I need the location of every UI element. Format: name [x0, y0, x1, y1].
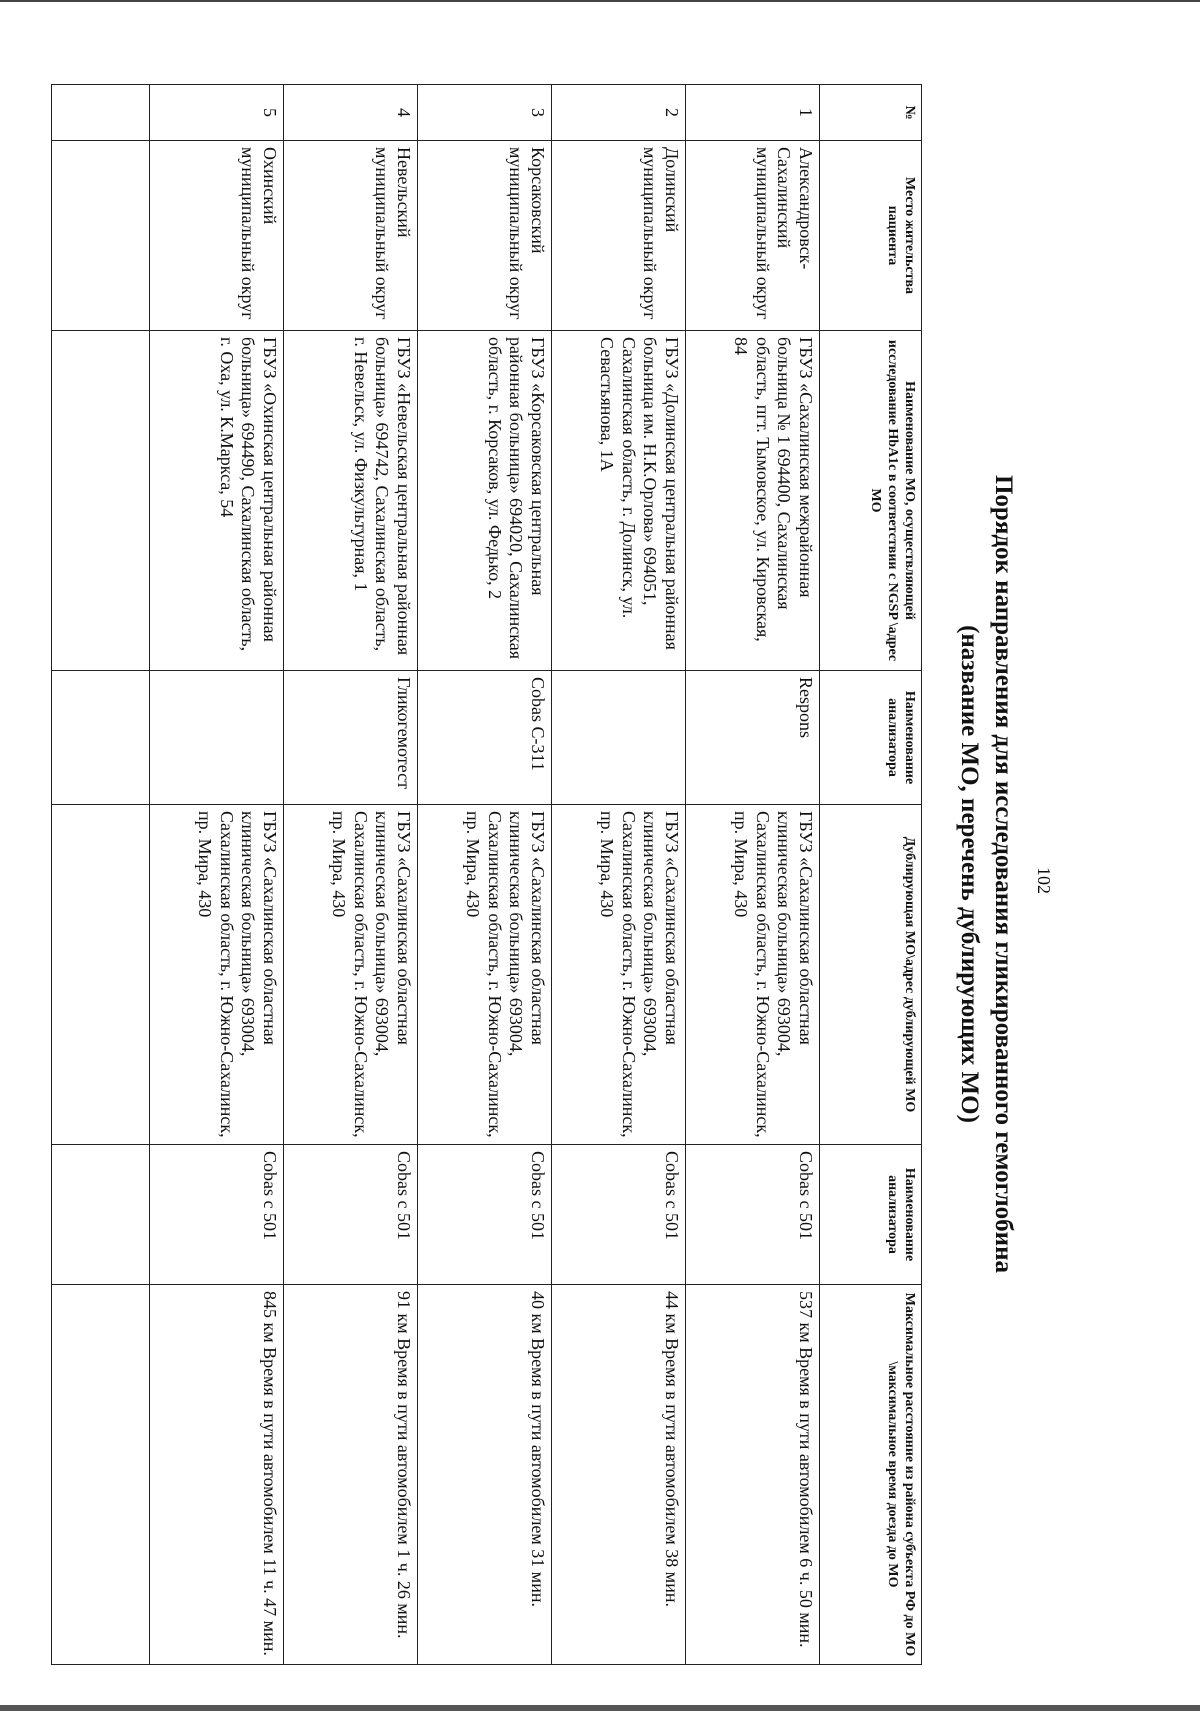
table-row: [418, 85, 552, 1665]
cell-distance: 44 км Время в пути автомобилем 38 мин.: [552, 1285, 686, 1665]
scan-edge-bottom: [0, 1705, 1200, 1711]
table-row: [552, 85, 686, 1665]
title-line-1: Порядок направления для исследования гликированного гемоглобина: [990, 474, 1017, 1273]
cell-dup-mo: ГБУЗ «Сахалинская областная клиническая больница» 693004, Сахалинская область, г. Южно-Сахалинск, пр. Мира, 430: [418, 805, 552, 1145]
cell-residence: Невельский муниципальный округ: [284, 141, 418, 331]
cell-dup-mo: ГБУЗ «Сахалинская областная клиническая больница» 693004, Сахалинская область, г. Южно-Сахалинск, пр. Мира, 430: [552, 805, 686, 1145]
scan-edge-top: [0, 0, 1200, 2]
header-dup-mo: Дублирующая МО\адрес дублирующей МО: [820, 805, 922, 1145]
page-number: 102: [1034, 867, 1054, 894]
cell-distance: 845 км Время в пути автомобилем 11 ч. 47 мин.: [150, 1285, 284, 1665]
cell-num: 4: [284, 85, 418, 141]
cell-mo: ГБУЗ «Долинская центральная районная больница им. Н.К.Орлова» 694051, Сахалинская область, г. Долинск, ул. Севастьянова, 1А: [552, 331, 686, 671]
cell-num: 2: [552, 85, 686, 141]
cell-distance: 91 км Время в пути автомобилем 1 ч. 26 мин.: [284, 1285, 418, 1665]
cell-residence: Корсаковский муниципальный округ: [418, 141, 552, 331]
referral-table: [51, 84, 922, 1665]
rotated-page: [20, 84, 1020, 1664]
cell-dup-mo: ГБУЗ «Сахалинская областная клиническая больница» 693004, Сахалинская область, г. Южно-Сахалинск, пр. Мира, 430: [284, 805, 418, 1145]
referral-table-wrap: [51, 84, 922, 1664]
cell-dup-analyzer: Cobas c 501: [686, 1145, 820, 1285]
cell-dup-analyzer: Cobas c 501: [284, 1145, 418, 1285]
table-row: [284, 85, 418, 1665]
table-row-empty: [52, 85, 150, 1665]
cell-mo: ГБУЗ «Сахалинская межрайонная больница № 1 694400, Сахалинская область, пгт. Тымовское, ул. Кировская, 84: [686, 331, 820, 671]
cell-residence: Долинский муниципальный округ: [552, 141, 686, 331]
table-row: [686, 85, 820, 1665]
cell-residence: Александровск-Сахалинский муниципальный округ: [686, 141, 820, 331]
cell-mo: ГБУЗ «Корсаковская центральная районная больница» 694020, Сахалинская область, г. Корсаков, ул. Федько, 2: [418, 331, 552, 671]
header-distance: Максимальное расстояние из района субъекта РФ до МО \максимальное время доезда до МО: [820, 1285, 922, 1665]
cell-distance: 537 км Время в пути автомобилем 6 ч. 50 мин.: [686, 1285, 820, 1665]
cell-residence: [52, 141, 150, 331]
cell-dup-mo: ГБУЗ «Сахалинская областная клиническая больница» 693004, Сахалинская область, г. Южно-Сахалинск, пр. Мира, 430: [686, 805, 820, 1145]
cell-dup-analyzer: Cobas c 501: [552, 1145, 686, 1285]
header-num: №: [820, 85, 922, 141]
cell-analyzer: Гликогемотест: [284, 671, 418, 805]
header-mo: Наименование МО, осуществляющей исследование HbA1c в соответствии с NGSP \адрес МО: [820, 331, 922, 671]
header-residence: Место жительства пациента: [820, 141, 922, 331]
cell-dup-mo: [52, 805, 150, 1145]
cell-num: [52, 85, 150, 141]
cell-mo: [52, 331, 150, 671]
cell-analyzer: [150, 671, 284, 805]
cell-num: 3: [418, 85, 552, 141]
cell-distance: [52, 1285, 150, 1665]
cell-distance: 40 км Время в пути автомобилем 31 мин.: [418, 1285, 552, 1665]
cell-analyzer: Respons: [686, 671, 820, 805]
cell-analyzer: [52, 671, 150, 805]
header-analyzer: Наименование анализатора: [820, 671, 922, 805]
cell-mo: ГБУЗ «Охинская центральная районная больница» 694490, Сахалинская область, г. Оха, ул. К.Маркса, 54: [150, 331, 284, 671]
cell-num: 1: [686, 85, 820, 141]
table-row: [150, 85, 284, 1665]
cell-analyzer: [552, 671, 686, 805]
title-line-2: (название МО, перечень дублирующих МО): [956, 625, 983, 1123]
cell-dup-analyzer: Cobas c 501: [418, 1145, 552, 1285]
header-dup-analyzer: Наименование анализатора: [820, 1145, 922, 1285]
cell-dup-analyzer: [52, 1145, 150, 1285]
document-title: [928, 84, 1020, 1664]
table-header-row: [820, 85, 922, 1665]
cell-dup-analyzer: Cobas c 501: [150, 1145, 284, 1285]
cell-dup-mo: ГБУЗ «Сахалинская областная клиническая больница» 693004, Сахалинская область, г. Южно-Сахалинск, пр. Мира, 430: [150, 805, 284, 1145]
cell-analyzer: Cobas C-311: [418, 671, 552, 805]
cell-mo: ГБУЗ «Невельская центральная районная больница» 694742, Сахалинская область, г. Невельск, ул. Физкультурная, 1: [284, 331, 418, 671]
cell-num: 5: [150, 85, 284, 141]
cell-residence: Охинский муниципальный округ: [150, 141, 284, 331]
